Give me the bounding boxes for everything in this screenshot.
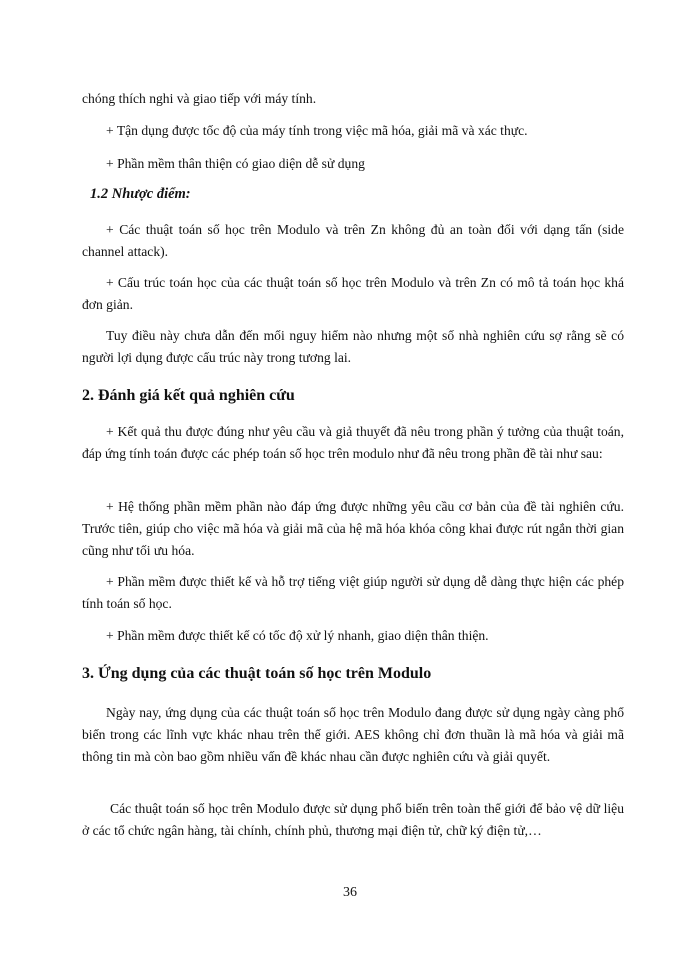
heading-applications: 3. Ứng dụng của các thuật toán số học trên Modulo [82,665,432,682]
page-number: 36 [343,885,357,900]
heading-disadvantages: 1.2 Nhược điểm: [90,186,191,202]
applications-paragraph-2: Các thuật toán số học trên Modulo được sử dụng phổ biến trên toàn thế giới để bảo vệ dữ liệu ở các tổ chức ngân hàng, tài chính, chính phủ, thương mại điện tử, chữ ký điện tử,… [82,801,624,838]
evaluation-paragraph-2: + Hệ thống phần mềm phần nào đáp ứng được những yêu cầu cơ bản của đề tài nghiên cứu. Trước tiên, giúp cho việc mã hóa và giải mã của hệ mã hóa khóa công khai được rút ngắn thời gian cũng như tối ưu hóa. [82,499,624,558]
disadvantage-bullet-1: + Các thuật toán số học trên Modulo và trên Zn không đủ an toàn đối với dạng tấn (side channel attack). [82,222,624,259]
advantage-bullet-ui: + Phần mềm thân thiện có giao diện dễ sử dụng [106,156,365,171]
evaluation-paragraph-1: + Kết quả thu được đúng như yêu cầu và giả thuyết đã nêu trong phần ý tưởng của thuật toán, đáp ứng tính toán được các phép toán số học trên modulo như đã nêu trong phần đề tài như sau: [82,424,624,461]
disadvantage-bullet-2: + Cấu trúc toán học của các thuật toán số học trên Modulo và trên Zn có mô tả toán học khá đơn giản. [82,275,624,312]
heading-evaluation: 2. Đánh giá kết quả nghiên cứu [82,387,295,404]
advantage-bullet-speed: + Tận dụng được tốc độ của máy tính trong việc mã hóa, giải mã và xác thực. [106,123,528,138]
evaluation-paragraph-4: + Phần mềm được thiết kế có tốc độ xử lý nhanh, giao diện thân thiện. [106,628,489,643]
paragraph-continuation: chóng thích nghi và giao tiếp với máy tính. [82,91,317,106]
evaluation-paragraph-3: + Phần mềm được thiết kế và hỗ trợ tiếng việt giúp người sử dụng dễ dàng thực hiện các phép tính toán số học. [82,574,624,611]
applications-paragraph-1: Ngày nay, ứng dụng của các thuật toán số học trên Modulo đang được sử dụng ngày càng phổ biến trong các lĩnh vực khác nhau trên thế giới. AES không chỉ đơn thuần là mã hóa và giải mã thông tin mà còn bao gồm nhiều vấn đề khác nhau cần được nghiên cứu và giải quyết. [82,705,624,764]
disadvantage-paragraph-3: Tuy điều này chưa dẫn đến mối nguy hiểm nào nhưng một số nhà nghiên cứu sợ rằng sẽ có người lợi dụng được cấu trúc này trong tương lai. [82,328,624,365]
